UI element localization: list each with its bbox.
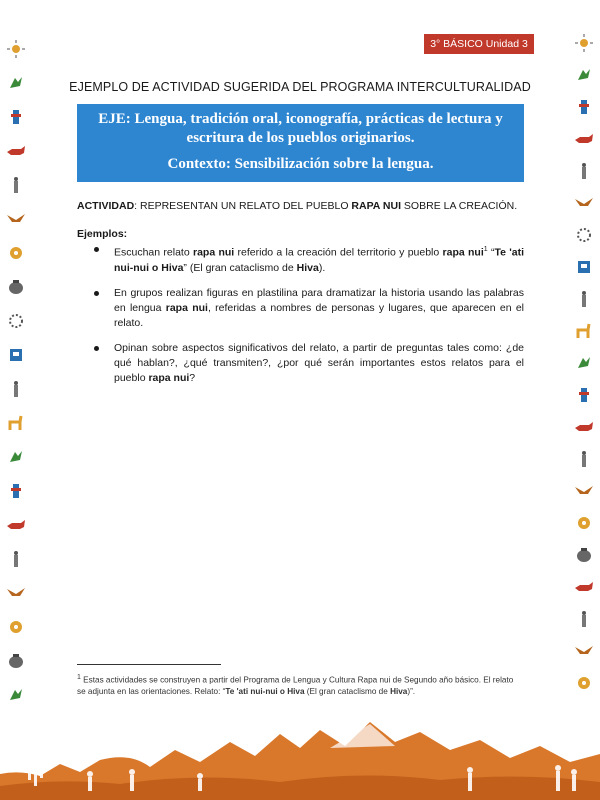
- figure-icon: [6, 482, 26, 500]
- flower-icon: [6, 618, 26, 636]
- item-bold: Hiva: [296, 261, 319, 274]
- condor-icon: [6, 210, 26, 228]
- activity-people: RAPA NUI: [351, 200, 402, 212]
- fox-icon: [574, 578, 594, 596]
- sun-icon: [6, 40, 26, 58]
- grade-unit-badge: 3° BÁSICO Unidad 3: [424, 34, 534, 54]
- mask-icon: [574, 258, 594, 276]
- activity-text: : REPRESENTAN UN RELATO DEL PUEBLO: [134, 200, 352, 212]
- examples-list: [77, 242, 524, 396]
- fox-icon: [6, 142, 26, 160]
- person-icon: [574, 162, 594, 180]
- footnote-bold: Te 'ati nui-nui o Hiva: [225, 686, 305, 696]
- item-bold: rapa nui: [165, 301, 208, 314]
- eje-line-1: EJE: Lengua, tradición oral, iconografía, prácticas de lectura y: [98, 111, 503, 127]
- llama-icon: [6, 414, 26, 432]
- star-icon: [574, 226, 594, 244]
- examples-heading: [77, 228, 127, 240]
- flower-icon: [6, 244, 26, 262]
- page-title: EJEMPLO DE ACTIVIDAD SUGERIDA DEL PROGRAMA INTERCULTURALIDAD: [69, 80, 531, 94]
- pot-icon: [574, 546, 594, 564]
- figure-icon: [6, 108, 26, 126]
- context-line: Contexto: Sensibilización sobre la lengua.: [167, 156, 434, 172]
- bird-icon: [6, 448, 26, 466]
- item-text: ).: [318, 261, 326, 274]
- bird-icon: [6, 74, 26, 92]
- list-item: [77, 242, 524, 276]
- item-text: “: [487, 246, 495, 259]
- item-bold: Te 'ati nui-nui o Hiva: [114, 246, 525, 274]
- flower-icon: [574, 514, 594, 532]
- item-bold: rapa nui: [442, 246, 484, 259]
- item-text: Opinan sobre aspectos significativos del relato, a partir de preguntas tales como: ¿de qué hablan?, ¿qué transmiten?, ¿por qué serán importantes estos relatos para el pueblo: [114, 341, 524, 384]
- item-bold: rapa nui: [148, 371, 190, 384]
- condor-icon: [6, 584, 26, 602]
- item-text: Escuchan relato: [114, 246, 193, 259]
- footnote-text: (El gran cataclismo de: [304, 686, 391, 696]
- condor-icon: [574, 642, 594, 660]
- figure-icon: [574, 98, 594, 116]
- footnote-number: 1: [77, 674, 81, 681]
- left-decorative-border: [4, 30, 28, 710]
- fox-icon: [574, 418, 594, 436]
- item-text: , referidas a nombres de personas y lugares, que aparecen en el relato.: [114, 301, 525, 329]
- footnote-divider: [77, 664, 221, 665]
- examples-title: Ejemplos:: [77, 228, 128, 240]
- fox-icon: [6, 516, 26, 534]
- activity-text-end: SOBRE LA CREACIÓN.: [401, 200, 518, 212]
- eje-context-box: [77, 104, 524, 182]
- activity-statement: [77, 200, 524, 212]
- person-icon: [574, 610, 594, 628]
- pot-icon: [6, 278, 26, 296]
- flower-icon: [574, 674, 594, 692]
- condor-icon: [574, 194, 594, 212]
- item-text: ” (El gran cataclismo de: [183, 261, 297, 274]
- bird-icon: [574, 354, 594, 372]
- bullet-icon: [94, 247, 99, 252]
- person-icon: [6, 380, 26, 398]
- item-text: En grupos realizan figuras en plastilina para dramatizar la historia usando las palabras en lengua: [114, 286, 524, 314]
- person-icon: [574, 450, 594, 468]
- llama-icon: [574, 322, 594, 340]
- sun-icon: [574, 34, 594, 52]
- person-icon: [574, 290, 594, 308]
- footnote: [77, 672, 524, 697]
- bullet-icon: [94, 346, 99, 351]
- bird-icon: [574, 66, 594, 84]
- footnote-text: )”.: [407, 686, 416, 696]
- bullet-icon: [94, 291, 99, 296]
- footnote-bold: Hiva: [390, 686, 408, 696]
- mask-icon: [6, 346, 26, 364]
- eje-line-2: escritura de los pueblos originarios.: [186, 130, 415, 146]
- item-text: ?: [189, 371, 196, 384]
- bird-icon: [6, 686, 26, 704]
- star-icon: [6, 312, 26, 330]
- person-icon: [6, 176, 26, 194]
- activity-label: ACTIVIDAD: [77, 200, 135, 212]
- footnote-ref[interactable]: 1: [483, 246, 488, 253]
- list-item: [77, 286, 524, 331]
- list-item: [77, 341, 524, 386]
- right-decorative-border: [572, 30, 596, 710]
- figure-icon: [574, 386, 594, 404]
- condor-icon: [574, 482, 594, 500]
- item-text: referido a la creación del territorio y pueblo: [234, 246, 443, 259]
- landscape-illustration: [0, 712, 600, 800]
- person-icon: [6, 550, 26, 568]
- fox-icon: [574, 130, 594, 148]
- pot-icon: [6, 652, 26, 670]
- item-bold: rapa nui: [192, 246, 235, 259]
- footnote-text: Estas actividades se construyen a partir del Programa de Lengua y Cultura Rapa nui de Segundo año básico. El relato se adjunta en las orientaciones. Relato: “: [77, 675, 514, 696]
